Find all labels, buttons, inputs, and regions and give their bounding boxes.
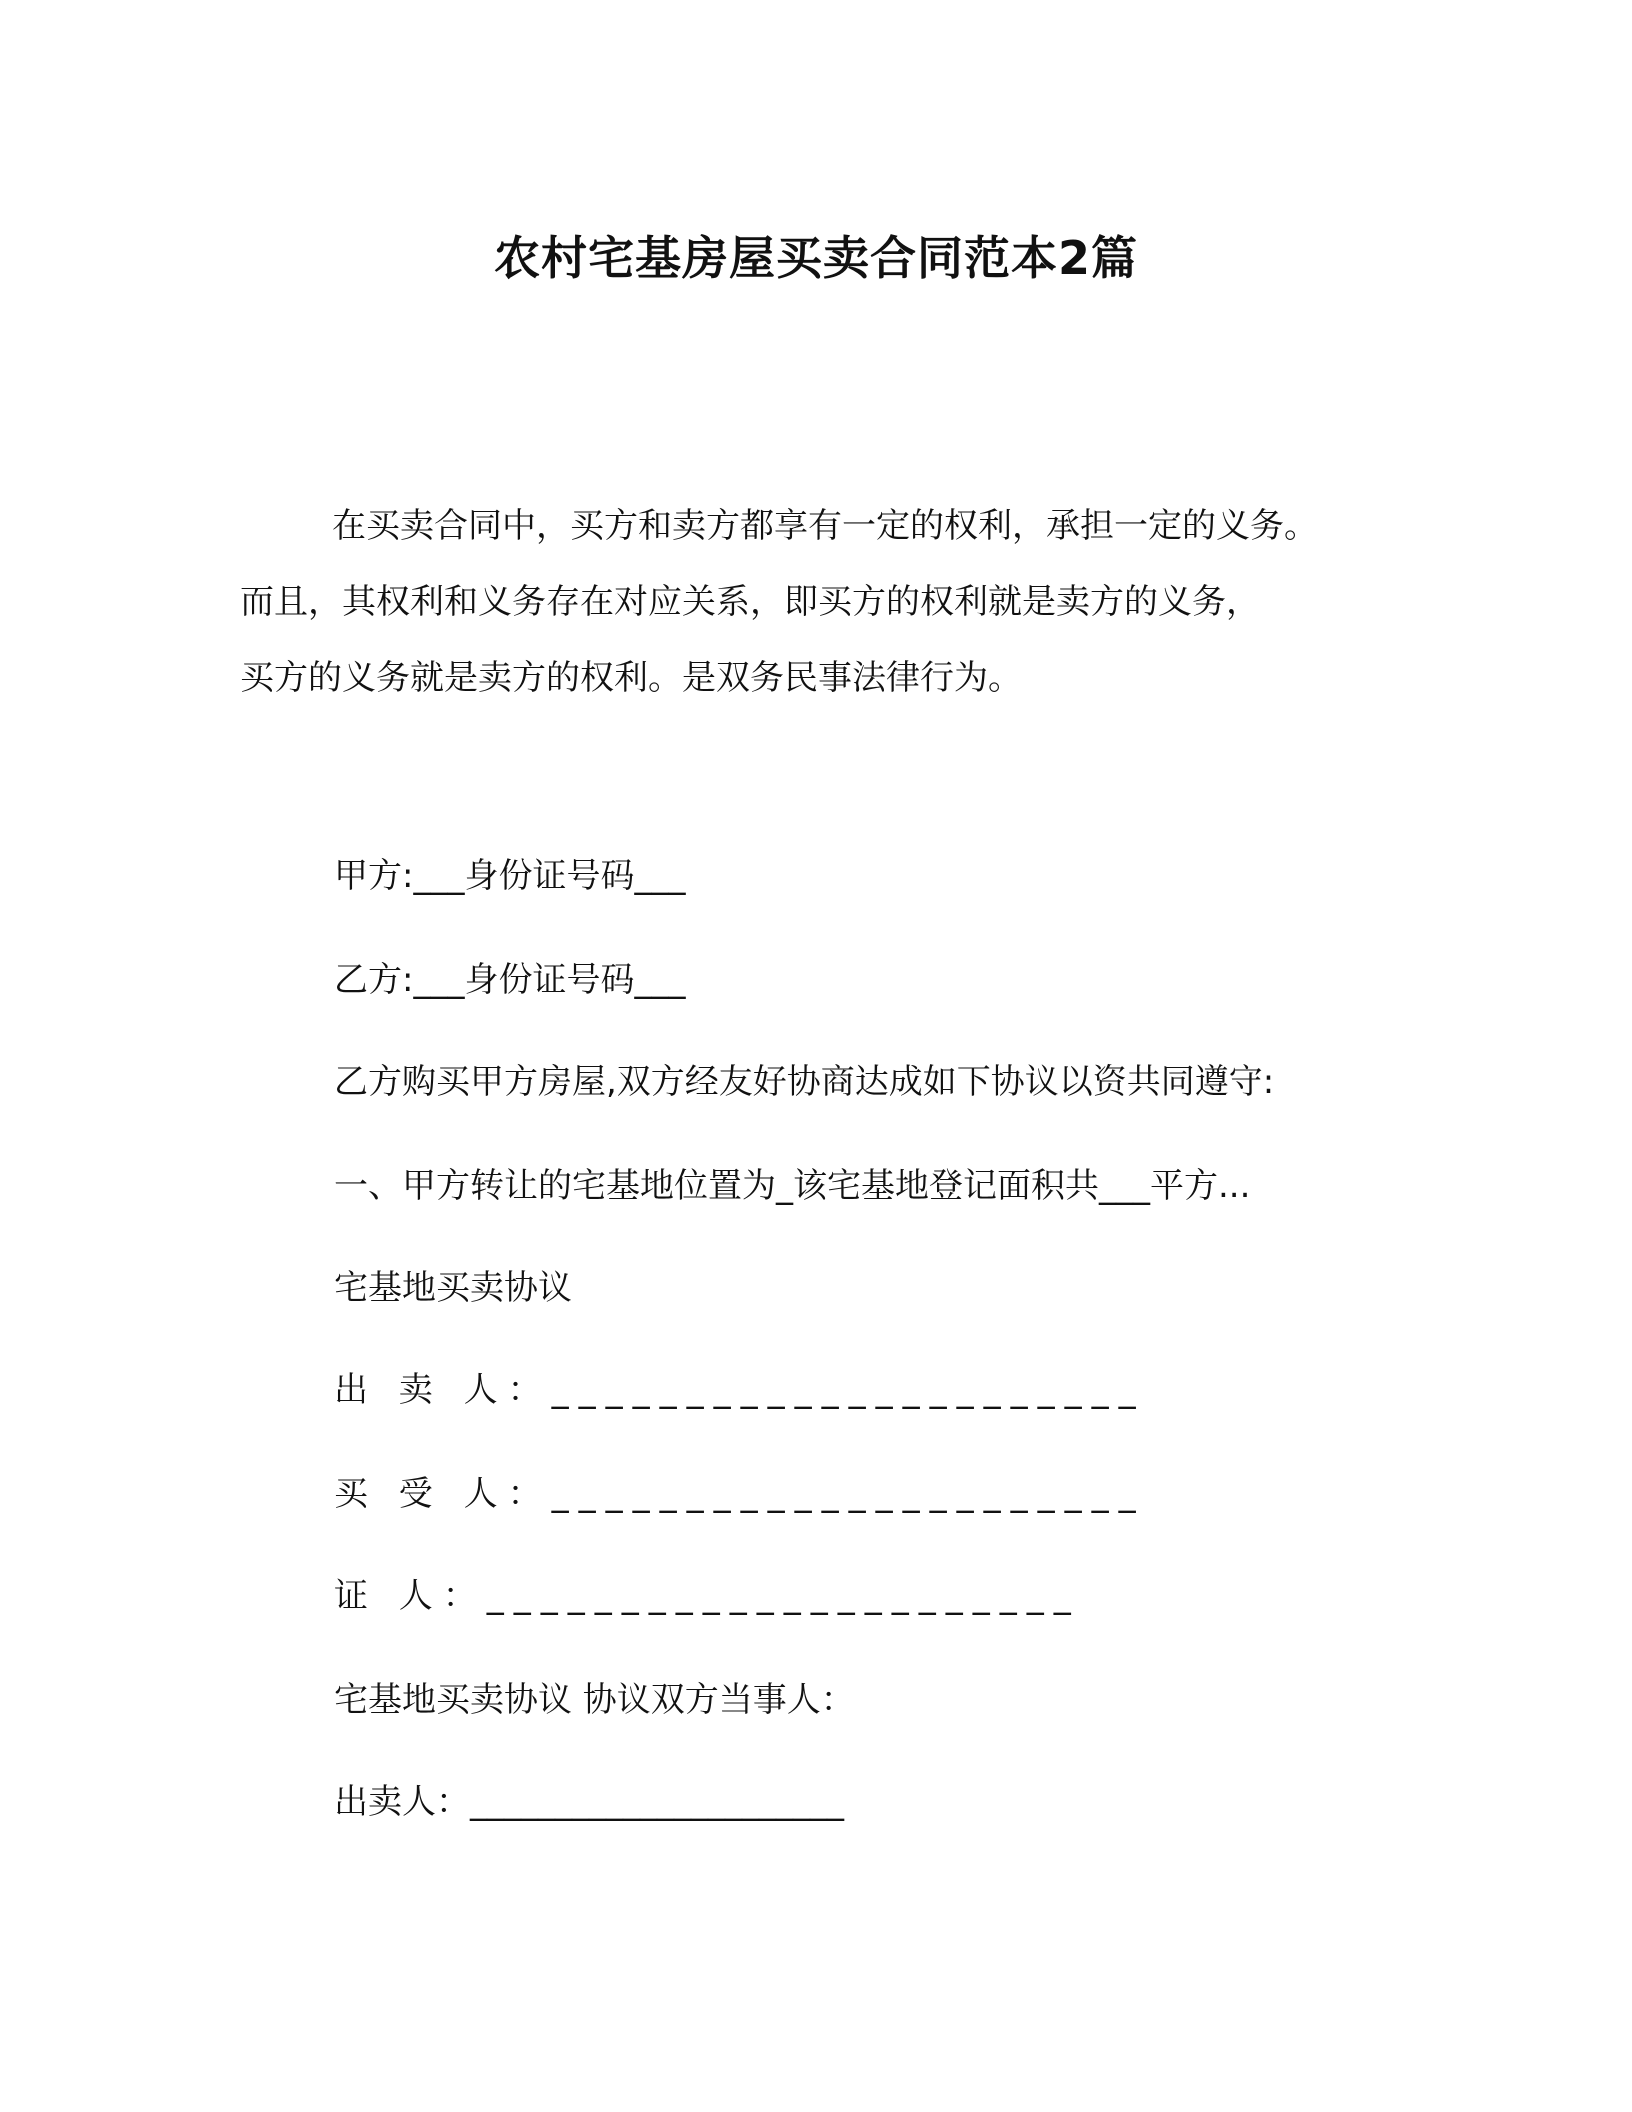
subtitle-1: 宅基地买卖协议 — [334, 1268, 572, 1308]
seller-signature-line-2: 出卖人：______________________ — [334, 1782, 844, 1822]
subtitle-2: 宅基地买卖协议 协议双方当事人： — [334, 1680, 855, 1720]
clause-one: 一、甲方转让的宅基地位置为_该宅基地登记面积共___平方... — [334, 1166, 1251, 1206]
agreement-intro: 乙方购买甲方房屋,双方经友好协商达成如下协议以资共同遵守: — [334, 1062, 1275, 1102]
intro-line-3: 买方的义务就是卖方的权利。是双务民事法律行为。 — [240, 658, 1022, 698]
party-b-line: 乙方:___身份证号码___ — [334, 960, 686, 1000]
intro-paragraph — [240, 488, 1430, 716]
party-a-line: 甲方:___身份证号码___ — [334, 856, 686, 896]
seller-signature-line: 出 卖 人：______________________ — [334, 1370, 1146, 1410]
intro-line-1: 在买卖合同中，买方和卖方都享有一定的权利，承担一定的义务。 — [332, 506, 1318, 546]
intro-line-2: 而且，其权利和义务存在对应关系，即买方的权利就是卖方的义务， — [240, 582, 1260, 622]
witness-signature-line: 证 人：______________________ — [334, 1576, 1081, 1616]
document-title: 农村宅基房屋买卖合同范本2篇 — [493, 231, 1138, 285]
buyer-signature-line: 买 受 人：______________________ — [334, 1474, 1146, 1514]
